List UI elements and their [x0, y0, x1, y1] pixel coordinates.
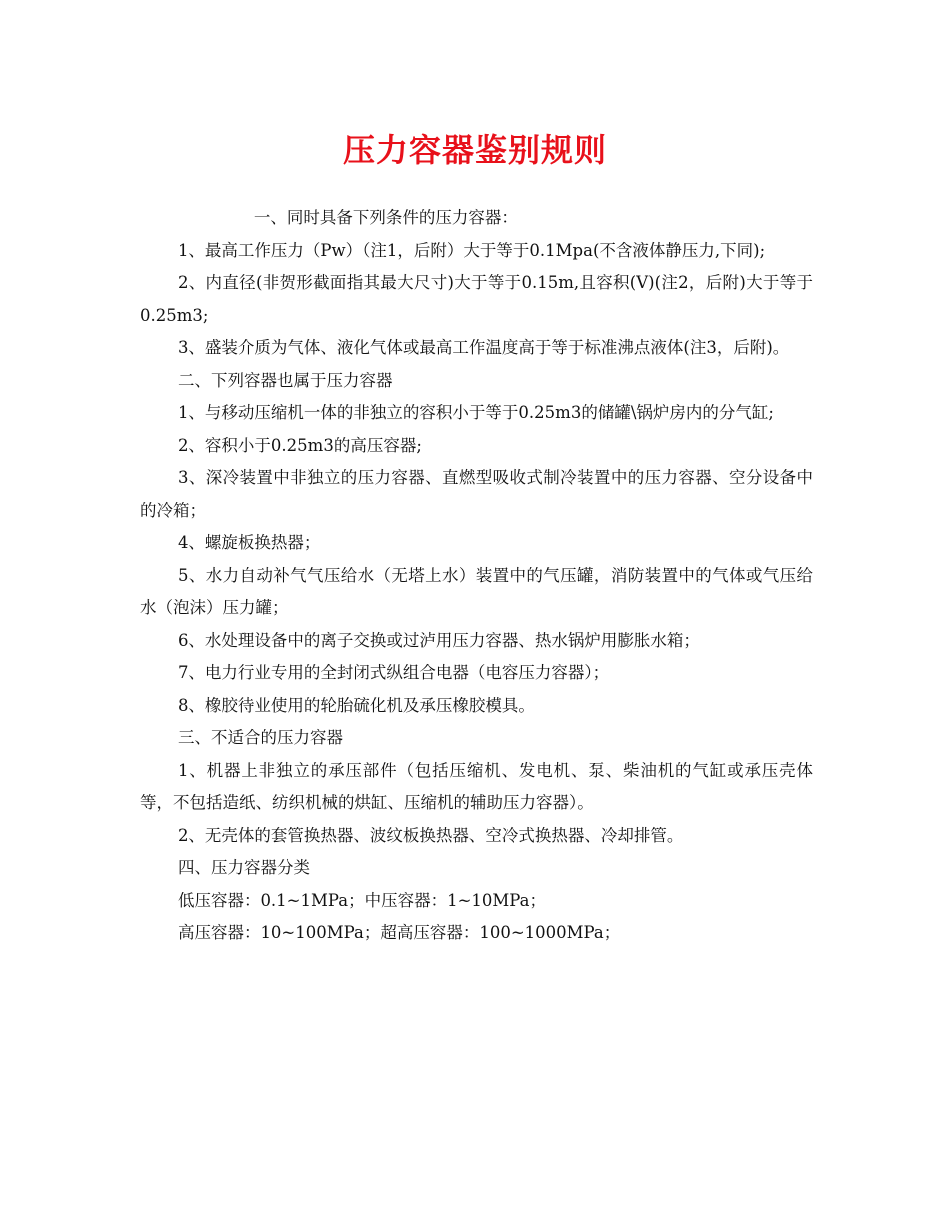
paragraph: 2、内直径(非贺形截面指其最大尺寸)大于等于0.15m,且容积(V)(注2，后附)大于等于0.25m3; [140, 273, 813, 325]
section-heading-4: 四、压力容器分类 [177, 858, 310, 877]
paragraph: 3、盛装介质为气体、液化气体或最高工作温度高于等于标准沸点液体(注3，后附)。 [177, 338, 790, 357]
paragraph: 低压容器：0.1~1MPa；中压容器：1~10MPa； [177, 890, 547, 910]
paragraph: 1、与移动压缩机一体的非独立的容积小于等于0.25m3的储罐\锅炉房内的分气缸; [177, 403, 774, 422]
paragraph: 3、深冷装置中非独立的压力容器、直燃型吸收式制冷装置中的压力容器、空分设备中的冷箱； [140, 468, 813, 520]
document-title: 压力容器鉴别规则 [342, 131, 607, 169]
paragraph: 6、水处理设备中的离子交换或过泸用压力容器、热水锅炉用膨胀水箱； [177, 630, 700, 650]
document-body [140, 202, 813, 950]
paragraph: 1、机器上非独立的承压部件（包括压缩机、发电机、泵、柴油机的气缸或承压壳体等，不包括造纸、纺织机械的烘缸、压缩机的辅助压力容器）。 [140, 760, 813, 812]
paragraph: 高压容器：10~100MPa；超高压容器：100~1000MPa； [177, 923, 621, 942]
paragraph: 7、电力行业专用的全封闭式纵组合电器（电容压力容器）； [177, 663, 610, 682]
paragraph: 4、螺旋板换热器； [177, 533, 321, 552]
section-heading-2: 二、下列容器也属于压力容器 [177, 370, 393, 390]
paragraph: 2、容积小于0.25m3的高压容器; [177, 435, 422, 455]
paragraph: 1、最高工作压力（Pw）（注1，后附）大于等于0.1Mpa(不含液体静压力,下同); [177, 240, 766, 260]
paragraph: 2、无壳体的套管换热器、波纹板换热器、空冷式换热器、冷却排管。 [177, 825, 684, 845]
paragraph: 5、水力自动补气气压给水（无塔上水）装置中的气压罐，消防装置中的气体或气压给水（泡沫）压力罐； [140, 565, 813, 617]
paragraph: 8、橡胶待业使用的轮胎硫化机及承压橡胶模具。 [177, 695, 535, 715]
section-heading-3: 三、不适合的压力容器 [177, 728, 343, 747]
section-heading-1: 一、同时具备下列条件的压力容器： [253, 208, 518, 227]
